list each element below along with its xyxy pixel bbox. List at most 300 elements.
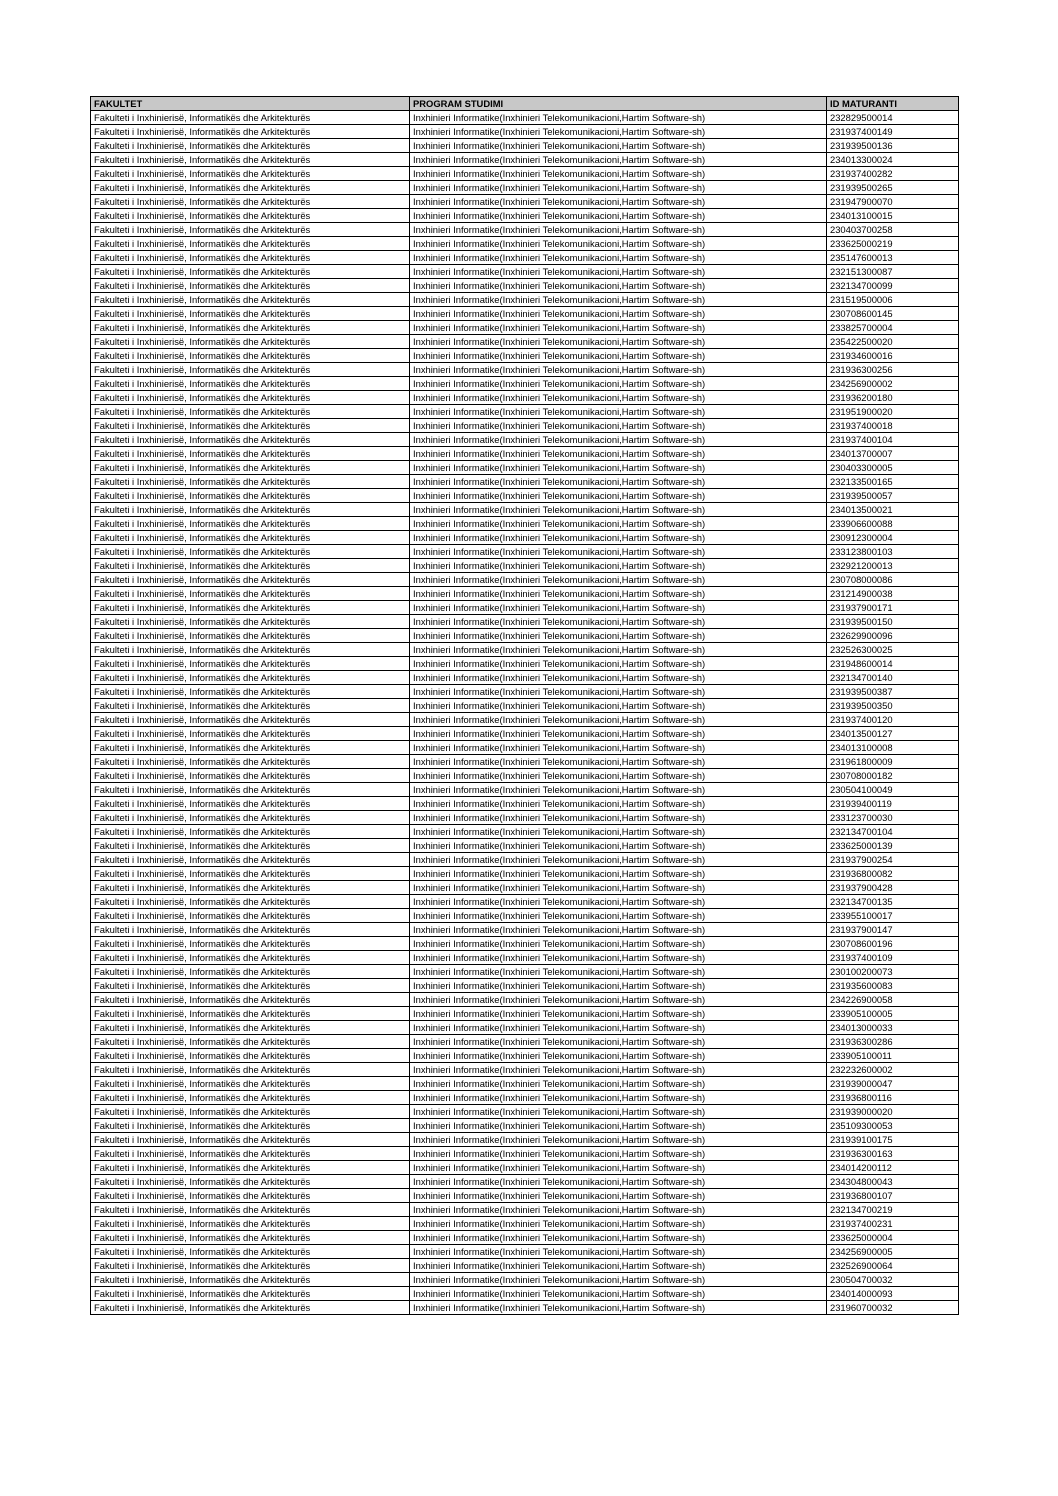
id-cell: 231939000020 — [827, 1105, 959, 1119]
program-cell: Inxhinieri Informatike(Inxhinieri Telekomunikacioni,Hartim Software-sh) — [410, 391, 827, 405]
faculty-cell: Fakulteti i Inxhinierisë, Informatikës dhe Arkitekturës — [91, 363, 410, 377]
program-cell: Inxhinieri Informatike(Inxhinieri Telekomunikacioni,Hartim Software-sh) — [410, 335, 827, 349]
faculty-cell: Fakulteti i Inxhinierisë, Informatikës dhe Arkitekturës — [91, 517, 410, 531]
table-row — [91, 475, 959, 489]
program-cell: Inxhinieri Informatike(Inxhinieri Telekomunikacioni,Hartim Software-sh) — [410, 265, 827, 279]
faculty-cell: Fakulteti i Inxhinierisë, Informatikës dhe Arkitekturës — [91, 853, 410, 867]
program-cell: Inxhinieri Informatike(Inxhinieri Telekomunikacioni,Hartim Software-sh) — [410, 1217, 827, 1231]
faculty-cell: Fakulteti i Inxhinierisë, Informatikës dhe Arkitekturës — [91, 657, 410, 671]
id-cell: 235147600013 — [827, 251, 959, 265]
faculty-cell: Fakulteti i Inxhinierisë, Informatikës dhe Arkitekturës — [91, 811, 410, 825]
id-cell: 231939500150 — [827, 615, 959, 629]
results-table — [90, 96, 959, 1315]
table-row — [91, 797, 959, 811]
program-cell: Inxhinieri Informatike(Inxhinieri Telekomunikacioni,Hartim Software-sh) — [410, 1231, 827, 1245]
id-cell: 235109300053 — [827, 1119, 959, 1133]
program-cell: Inxhinieri Informatike(Inxhinieri Telekomunikacioni,Hartim Software-sh) — [410, 209, 827, 223]
id-cell: 230708600196 — [827, 937, 959, 951]
faculty-cell: Fakulteti i Inxhinierisë, Informatikës dhe Arkitekturës — [91, 1021, 410, 1035]
faculty-cell: Fakulteti i Inxhinierisë, Informatikës dhe Arkitekturës — [91, 293, 410, 307]
header-program: PROGRAM STUDIMI — [410, 97, 827, 111]
id-cell: 234014200112 — [827, 1161, 959, 1175]
id-cell: 231939500057 — [827, 489, 959, 503]
faculty-cell: Fakulteti i Inxhinierisë, Informatikës dhe Arkitekturës — [91, 587, 410, 601]
program-cell: Inxhinieri Informatike(Inxhinieri Telekomunikacioni,Hartim Software-sh) — [410, 769, 827, 783]
faculty-cell: Fakulteti i Inxhinierisë, Informatikës dhe Arkitekturës — [91, 1161, 410, 1175]
table-row — [91, 111, 959, 125]
id-cell: 231939500387 — [827, 685, 959, 699]
table-row — [91, 489, 959, 503]
faculty-cell: Fakulteti i Inxhinierisë, Informatikës dhe Arkitekturës — [91, 251, 410, 265]
program-cell: Inxhinieri Informatike(Inxhinieri Telekomunikacioni,Hartim Software-sh) — [410, 153, 827, 167]
table-row — [91, 783, 959, 797]
table-row — [91, 517, 959, 531]
program-cell: Inxhinieri Informatike(Inxhinieri Telekomunikacioni,Hartim Software-sh) — [410, 993, 827, 1007]
program-cell: Inxhinieri Informatike(Inxhinieri Telekomunikacioni,Hartim Software-sh) — [410, 895, 827, 909]
faculty-cell: Fakulteti i Inxhinierisë, Informatikës dhe Arkitekturës — [91, 643, 410, 657]
program-cell: Inxhinieri Informatike(Inxhinieri Telekomunikacioni,Hartim Software-sh) — [410, 783, 827, 797]
program-cell: Inxhinieri Informatike(Inxhinieri Telekomunikacioni,Hartim Software-sh) — [410, 1007, 827, 1021]
program-cell: Inxhinieri Informatike(Inxhinieri Telekomunikacioni,Hartim Software-sh) — [410, 755, 827, 769]
program-cell: Inxhinieri Informatike(Inxhinieri Telekomunikacioni,Hartim Software-sh) — [410, 979, 827, 993]
table-row — [91, 377, 959, 391]
faculty-cell: Fakulteti i Inxhinierisë, Informatikës dhe Arkitekturës — [91, 881, 410, 895]
table-row — [91, 223, 959, 237]
table-row — [91, 713, 959, 727]
program-cell: Inxhinieri Informatike(Inxhinieri Telekomunikacioni,Hartim Software-sh) — [410, 699, 827, 713]
table-row — [91, 125, 959, 139]
id-cell: 231937400018 — [827, 419, 959, 433]
program-cell: Inxhinieri Informatike(Inxhinieri Telekomunikacioni,Hartim Software-sh) — [410, 587, 827, 601]
id-cell: 233625000139 — [827, 839, 959, 853]
header-id: ID MATURANTI — [827, 97, 959, 111]
id-cell: 233625000004 — [827, 1231, 959, 1245]
table-row — [91, 629, 959, 643]
table-row — [91, 307, 959, 321]
table-row — [91, 503, 959, 517]
table-row — [91, 769, 959, 783]
program-cell: Inxhinieri Informatike(Inxhinieri Telekomunikacioni,Hartim Software-sh) — [410, 545, 827, 559]
table-row — [91, 293, 959, 307]
faculty-cell: Fakulteti i Inxhinierisë, Informatikës dhe Arkitekturës — [91, 825, 410, 839]
id-cell: 231948600014 — [827, 657, 959, 671]
program-cell: Inxhinieri Informatike(Inxhinieri Telekomunikacioni,Hartim Software-sh) — [410, 727, 827, 741]
table-row — [91, 1105, 959, 1119]
program-cell: Inxhinieri Informatike(Inxhinieri Telekomunikacioni,Hartim Software-sh) — [410, 1287, 827, 1301]
id-cell: 232134700099 — [827, 279, 959, 293]
id-cell: 232526900064 — [827, 1259, 959, 1273]
id-cell: 230708600145 — [827, 307, 959, 321]
faculty-cell: Fakulteti i Inxhinierisë, Informatikës dhe Arkitekturës — [91, 503, 410, 517]
faculty-cell: Fakulteti i Inxhinierisë, Informatikës dhe Arkitekturës — [91, 475, 410, 489]
faculty-cell: Fakulteti i Inxhinierisë, Informatikës dhe Arkitekturës — [91, 209, 410, 223]
table-row — [91, 965, 959, 979]
program-cell: Inxhinieri Informatike(Inxhinieri Telekomunikacioni,Hartim Software-sh) — [410, 811, 827, 825]
faculty-cell: Fakulteti i Inxhinierisë, Informatikës dhe Arkitekturës — [91, 699, 410, 713]
faculty-cell: Fakulteti i Inxhinierisë, Informatikës dhe Arkitekturës — [91, 1287, 410, 1301]
faculty-cell: Fakulteti i Inxhinierisë, Informatikës dhe Arkitekturës — [91, 391, 410, 405]
id-cell: 234013100008 — [827, 741, 959, 755]
id-cell: 234014000093 — [827, 1287, 959, 1301]
id-cell: 231951900020 — [827, 405, 959, 419]
table-row — [91, 685, 959, 699]
id-cell: 231937900171 — [827, 601, 959, 615]
table-row — [91, 1091, 959, 1105]
id-cell: 231939500136 — [827, 139, 959, 153]
faculty-cell: Fakulteti i Inxhinierisë, Informatikës dhe Arkitekturës — [91, 167, 410, 181]
faculty-cell: Fakulteti i Inxhinierisë, Informatikës dhe Arkitekturës — [91, 125, 410, 139]
faculty-cell: Fakulteti i Inxhinierisë, Informatikës dhe Arkitekturës — [91, 1231, 410, 1245]
id-cell: 234013100015 — [827, 209, 959, 223]
faculty-cell: Fakulteti i Inxhinierisë, Informatikës dhe Arkitekturës — [91, 993, 410, 1007]
table-row — [91, 1245, 959, 1259]
table-row — [91, 839, 959, 853]
program-cell: Inxhinieri Informatike(Inxhinieri Telekomunikacioni,Hartim Software-sh) — [410, 713, 827, 727]
program-cell: Inxhinieri Informatike(Inxhinieri Telekomunikacioni,Hartim Software-sh) — [410, 419, 827, 433]
id-cell: 231939100175 — [827, 1133, 959, 1147]
table-row — [91, 195, 959, 209]
id-cell: 231936800082 — [827, 867, 959, 881]
program-cell: Inxhinieri Informatike(Inxhinieri Telekomunikacioni,Hartim Software-sh) — [410, 405, 827, 419]
table-row — [91, 531, 959, 545]
table-row — [91, 363, 959, 377]
table-row — [91, 545, 959, 559]
faculty-cell: Fakulteti i Inxhinierisë, Informatikës dhe Arkitekturës — [91, 545, 410, 559]
id-cell: 232134700104 — [827, 825, 959, 839]
program-cell: Inxhinieri Informatike(Inxhinieri Telekomunikacioni,Hartim Software-sh) — [410, 1147, 827, 1161]
id-cell: 234256900005 — [827, 1245, 959, 1259]
id-cell: 231936800116 — [827, 1091, 959, 1105]
faculty-cell: Fakulteti i Inxhinierisë, Informatikës dhe Arkitekturës — [91, 727, 410, 741]
faculty-cell: Fakulteti i Inxhinierisë, Informatikës dhe Arkitekturës — [91, 909, 410, 923]
faculty-cell: Fakulteti i Inxhinierisë, Informatikës dhe Arkitekturës — [91, 461, 410, 475]
program-cell: Inxhinieri Informatike(Inxhinieri Telekomunikacioni,Hartim Software-sh) — [410, 251, 827, 265]
table-row — [91, 881, 959, 895]
table-row — [91, 741, 959, 755]
program-cell: Inxhinieri Informatike(Inxhinieri Telekomunikacioni,Hartim Software-sh) — [410, 643, 827, 657]
program-cell: Inxhinieri Informatike(Inxhinieri Telekomunikacioni,Hartim Software-sh) — [410, 1189, 827, 1203]
program-cell: Inxhinieri Informatike(Inxhinieri Telekomunikacioni,Hartim Software-sh) — [410, 797, 827, 811]
id-cell: 231214900038 — [827, 587, 959, 601]
id-cell: 231519500006 — [827, 293, 959, 307]
program-cell: Inxhinieri Informatike(Inxhinieri Telekomunikacioni,Hartim Software-sh) — [410, 377, 827, 391]
table-row — [91, 1077, 959, 1091]
table-row — [91, 1287, 959, 1301]
program-cell: Inxhinieri Informatike(Inxhinieri Telekomunikacioni,Hartim Software-sh) — [410, 867, 827, 881]
faculty-cell: Fakulteti i Inxhinierisë, Informatikës dhe Arkitekturës — [91, 1175, 410, 1189]
table-row — [91, 139, 959, 153]
table-row — [91, 1035, 959, 1049]
faculty-cell: Fakulteti i Inxhinierisë, Informatikës dhe Arkitekturës — [91, 1091, 410, 1105]
table-row — [91, 601, 959, 615]
program-cell: Inxhinieri Informatike(Inxhinieri Telekomunikacioni,Hartim Software-sh) — [410, 321, 827, 335]
program-cell: Inxhinieri Informatike(Inxhinieri Telekomunikacioni,Hartim Software-sh) — [410, 293, 827, 307]
table-row — [91, 237, 959, 251]
program-cell: Inxhinieri Informatike(Inxhinieri Telekomunikacioni,Hartim Software-sh) — [410, 475, 827, 489]
table-row — [91, 615, 959, 629]
id-cell: 232526300025 — [827, 643, 959, 657]
header-row — [91, 97, 959, 111]
program-cell: Inxhinieri Informatike(Inxhinieri Telekomunikacioni,Hartim Software-sh) — [410, 461, 827, 475]
id-cell: 234013500021 — [827, 503, 959, 517]
table-row — [91, 993, 959, 1007]
faculty-cell: Fakulteti i Inxhinierisë, Informatikës dhe Arkitekturës — [91, 1105, 410, 1119]
id-cell: 231939000047 — [827, 1077, 959, 1091]
id-cell: 231937400282 — [827, 167, 959, 181]
faculty-cell: Fakulteti i Inxhinierisë, Informatikës dhe Arkitekturës — [91, 1217, 410, 1231]
id-cell: 231960700032 — [827, 1301, 959, 1315]
id-cell: 232134700135 — [827, 895, 959, 909]
table-row — [91, 895, 959, 909]
program-cell: Inxhinieri Informatike(Inxhinieri Telekomunikacioni,Hartim Software-sh) — [410, 657, 827, 671]
table-row — [91, 1273, 959, 1287]
id-cell: 232829500014 — [827, 111, 959, 125]
faculty-cell: Fakulteti i Inxhinierisë, Informatikës dhe Arkitekturës — [91, 601, 410, 615]
table-row — [91, 447, 959, 461]
table-row — [91, 1301, 959, 1315]
program-cell: Inxhinieri Informatike(Inxhinieri Telekomunikacioni,Hartim Software-sh) — [410, 489, 827, 503]
table-row — [91, 167, 959, 181]
program-cell: Inxhinieri Informatike(Inxhinieri Telekomunikacioni,Hartim Software-sh) — [410, 923, 827, 937]
program-cell: Inxhinieri Informatike(Inxhinieri Telekomunikacioni,Hartim Software-sh) — [410, 951, 827, 965]
program-cell: Inxhinieri Informatike(Inxhinieri Telekomunikacioni,Hartim Software-sh) — [410, 965, 827, 979]
program-cell: Inxhinieri Informatike(Inxhinieri Telekomunikacioni,Hartim Software-sh) — [410, 839, 827, 853]
faculty-cell: Fakulteti i Inxhinierisë, Informatikës dhe Arkitekturës — [91, 111, 410, 125]
program-cell: Inxhinieri Informatike(Inxhinieri Telekomunikacioni,Hartim Software-sh) — [410, 279, 827, 293]
table-row — [91, 1049, 959, 1063]
program-cell: Inxhinieri Informatike(Inxhinieri Telekomunikacioni,Hartim Software-sh) — [410, 363, 827, 377]
faculty-cell: Fakulteti i Inxhinierisë, Informatikës dhe Arkitekturës — [91, 1203, 410, 1217]
faculty-cell: Fakulteti i Inxhinierisë, Informatikës dhe Arkitekturës — [91, 573, 410, 587]
program-cell: Inxhinieri Informatike(Inxhinieri Telekomunikacioni,Hartim Software-sh) — [410, 125, 827, 139]
table-row — [91, 335, 959, 349]
table-row — [91, 867, 959, 881]
program-cell: Inxhinieri Informatike(Inxhinieri Telekomunikacioni,Hartim Software-sh) — [410, 1203, 827, 1217]
table-row — [91, 391, 959, 405]
faculty-cell: Fakulteti i Inxhinierisë, Informatikës dhe Arkitekturës — [91, 405, 410, 419]
table-row — [91, 657, 959, 671]
id-cell: 231936200180 — [827, 391, 959, 405]
program-cell: Inxhinieri Informatike(Inxhinieri Telekomunikacioni,Hartim Software-sh) — [410, 307, 827, 321]
faculty-cell: Fakulteti i Inxhinierisë, Informatikës dhe Arkitekturës — [91, 1301, 410, 1315]
table-row — [91, 1021, 959, 1035]
faculty-cell: Fakulteti i Inxhinierisë, Informatikës dhe Arkitekturës — [91, 1133, 410, 1147]
id-cell: 230504100049 — [827, 783, 959, 797]
id-cell: 231936300256 — [827, 363, 959, 377]
id-cell: 232921200013 — [827, 559, 959, 573]
program-cell: Inxhinieri Informatike(Inxhinieri Telekomunikacioni,Hartim Software-sh) — [410, 195, 827, 209]
program-cell: Inxhinieri Informatike(Inxhinieri Telekomunikacioni,Hartim Software-sh) — [410, 237, 827, 251]
id-cell: 233955100017 — [827, 909, 959, 923]
table-row — [91, 755, 959, 769]
table-row — [91, 153, 959, 167]
program-cell: Inxhinieri Informatike(Inxhinieri Telekomunikacioni,Hartim Software-sh) — [410, 1049, 827, 1063]
id-cell: 230912300004 — [827, 531, 959, 545]
table-row — [91, 671, 959, 685]
id-cell: 230708000182 — [827, 769, 959, 783]
faculty-cell: Fakulteti i Inxhinierisë, Informatikës dhe Arkitekturës — [91, 1007, 410, 1021]
program-cell: Inxhinieri Informatike(Inxhinieri Telekomunikacioni,Hartim Software-sh) — [410, 601, 827, 615]
program-cell: Inxhinieri Informatike(Inxhinieri Telekomunikacioni,Hartim Software-sh) — [410, 447, 827, 461]
program-cell: Inxhinieri Informatike(Inxhinieri Telekomunikacioni,Hartim Software-sh) — [410, 139, 827, 153]
table-row — [91, 909, 959, 923]
program-cell: Inxhinieri Informatike(Inxhinieri Telekomunikacioni,Hartim Software-sh) — [410, 1091, 827, 1105]
program-cell: Inxhinieri Informatike(Inxhinieri Telekomunikacioni,Hartim Software-sh) — [410, 1245, 827, 1259]
faculty-cell: Fakulteti i Inxhinierisë, Informatikës dhe Arkitekturës — [91, 839, 410, 853]
id-cell: 230403300005 — [827, 461, 959, 475]
faculty-cell: Fakulteti i Inxhinierisë, Informatikës dhe Arkitekturës — [91, 685, 410, 699]
program-cell: Inxhinieri Informatike(Inxhinieri Telekomunikacioni,Hartim Software-sh) — [410, 615, 827, 629]
faculty-cell: Fakulteti i Inxhinierisë, Informatikës dhe Arkitekturës — [91, 181, 410, 195]
faculty-cell: Fakulteti i Inxhinierisë, Informatikës dhe Arkitekturës — [91, 489, 410, 503]
faculty-cell: Fakulteti i Inxhinierisë, Informatikës dhe Arkitekturës — [91, 1245, 410, 1259]
table-row — [91, 1175, 959, 1189]
id-cell: 231937400120 — [827, 713, 959, 727]
faculty-cell: Fakulteti i Inxhinierisë, Informatikës dhe Arkitekturës — [91, 1063, 410, 1077]
program-cell: Inxhinieri Informatike(Inxhinieri Telekomunikacioni,Hartim Software-sh) — [410, 741, 827, 755]
id-cell: 232629900096 — [827, 629, 959, 643]
program-cell: Inxhinieri Informatike(Inxhinieri Telekomunikacioni,Hartim Software-sh) — [410, 573, 827, 587]
table-row — [91, 1217, 959, 1231]
id-cell: 233625000219 — [827, 237, 959, 251]
id-cell: 234226900058 — [827, 993, 959, 1007]
table-row — [91, 979, 959, 993]
faculty-cell: Fakulteti i Inxhinierisë, Informatikës dhe Arkitekturës — [91, 1049, 410, 1063]
faculty-cell: Fakulteti i Inxhinierisë, Informatikës dhe Arkitekturës — [91, 307, 410, 321]
faculty-cell: Fakulteti i Inxhinierisë, Informatikës dhe Arkitekturës — [91, 965, 410, 979]
id-cell: 231939500350 — [827, 699, 959, 713]
faculty-cell: Fakulteti i Inxhinierisë, Informatikës dhe Arkitekturës — [91, 139, 410, 153]
id-cell: 233905100011 — [827, 1049, 959, 1063]
faculty-cell: Fakulteti i Inxhinierisë, Informatikës dhe Arkitekturës — [91, 447, 410, 461]
table-row — [91, 699, 959, 713]
table-row — [91, 279, 959, 293]
program-cell: Inxhinieri Informatike(Inxhinieri Telekomunikacioni,Hartim Software-sh) — [410, 685, 827, 699]
program-cell: Inxhinieri Informatike(Inxhinieri Telekomunikacioni,Hartim Software-sh) — [410, 1105, 827, 1119]
table-row — [91, 1231, 959, 1245]
header-faculty: FAKULTET — [91, 97, 410, 111]
faculty-cell: Fakulteti i Inxhinierisë, Informatikës dhe Arkitekturës — [91, 741, 410, 755]
program-cell: Inxhinieri Informatike(Inxhinieri Telekomunikacioni,Hartim Software-sh) — [410, 1077, 827, 1091]
faculty-cell: Fakulteti i Inxhinierisë, Informatikës dhe Arkitekturës — [91, 237, 410, 251]
id-cell: 233906600088 — [827, 517, 959, 531]
id-cell: 231939500265 — [827, 181, 959, 195]
table-row — [91, 1147, 959, 1161]
id-cell: 231937900428 — [827, 881, 959, 895]
program-cell: Inxhinieri Informatike(Inxhinieri Telekomunikacioni,Hartim Software-sh) — [410, 1133, 827, 1147]
table-row — [91, 727, 959, 741]
program-cell: Inxhinieri Informatike(Inxhinieri Telekomunikacioni,Hartim Software-sh) — [410, 433, 827, 447]
id-cell: 230504700032 — [827, 1273, 959, 1287]
faculty-cell: Fakulteti i Inxhinierisë, Informatikës dhe Arkitekturës — [91, 671, 410, 685]
id-cell: 232232600002 — [827, 1063, 959, 1077]
faculty-cell: Fakulteti i Inxhinierisë, Informatikës dhe Arkitekturës — [91, 755, 410, 769]
table-row — [91, 1161, 959, 1175]
program-cell: Inxhinieri Informatike(Inxhinieri Telekomunikacioni,Hartim Software-sh) — [410, 1161, 827, 1175]
program-cell: Inxhinieri Informatike(Inxhinieri Telekomunikacioni,Hartim Software-sh) — [410, 853, 827, 867]
table-row — [91, 853, 959, 867]
faculty-cell: Fakulteti i Inxhinierisë, Informatikës dhe Arkitekturës — [91, 783, 410, 797]
faculty-cell: Fakulteti i Inxhinierisë, Informatikës dhe Arkitekturës — [91, 615, 410, 629]
table-row — [91, 321, 959, 335]
table-row — [91, 433, 959, 447]
table-row — [91, 1063, 959, 1077]
program-cell: Inxhinieri Informatike(Inxhinieri Telekomunikacioni,Hartim Software-sh) — [410, 517, 827, 531]
faculty-cell: Fakulteti i Inxhinierisë, Informatikës dhe Arkitekturës — [91, 195, 410, 209]
table-row — [91, 811, 959, 825]
faculty-cell: Fakulteti i Inxhinierisë, Informatikës dhe Arkitekturës — [91, 629, 410, 643]
table-row — [91, 1133, 959, 1147]
program-cell: Inxhinieri Informatike(Inxhinieri Telekomunikacioni,Hartim Software-sh) — [410, 909, 827, 923]
program-cell: Inxhinieri Informatike(Inxhinieri Telekomunikacioni,Hartim Software-sh) — [410, 1301, 827, 1315]
table-row — [91, 251, 959, 265]
faculty-cell: Fakulteti i Inxhinierisë, Informatikës dhe Arkitekturës — [91, 937, 410, 951]
program-cell: Inxhinieri Informatike(Inxhinieri Telekomunikacioni,Hartim Software-sh) — [410, 167, 827, 181]
faculty-cell: Fakulteti i Inxhinierisë, Informatikës dhe Arkitekturës — [91, 349, 410, 363]
id-cell: 231937900254 — [827, 853, 959, 867]
table-row — [91, 1203, 959, 1217]
id-cell: 234304800043 — [827, 1175, 959, 1189]
id-cell: 231934600016 — [827, 349, 959, 363]
id-cell: 234013500127 — [827, 727, 959, 741]
program-cell: Inxhinieri Informatike(Inxhinieri Telekomunikacioni,Hartim Software-sh) — [410, 629, 827, 643]
faculty-cell: Fakulteti i Inxhinierisë, Informatikës dhe Arkitekturës — [91, 1273, 410, 1287]
table-row — [91, 923, 959, 937]
table-row — [91, 349, 959, 363]
faculty-cell: Fakulteti i Inxhinierisë, Informatikës dhe Arkitekturës — [91, 797, 410, 811]
id-cell: 232134700219 — [827, 1203, 959, 1217]
faculty-cell: Fakulteti i Inxhinierisë, Informatikës dhe Arkitekturës — [91, 265, 410, 279]
faculty-cell: Fakulteti i Inxhinierisë, Informatikës dhe Arkitekturës — [91, 867, 410, 881]
table-row — [91, 1007, 959, 1021]
id-cell: 231961800009 — [827, 755, 959, 769]
faculty-cell: Fakulteti i Inxhinierisë, Informatikës dhe Arkitekturës — [91, 223, 410, 237]
table-row — [91, 1119, 959, 1133]
faculty-cell: Fakulteti i Inxhinierisë, Informatikës dhe Arkitekturës — [91, 951, 410, 965]
faculty-cell: Fakulteti i Inxhinierisë, Informatikës dhe Arkitekturës — [91, 895, 410, 909]
program-cell: Inxhinieri Informatike(Inxhinieri Telekomunikacioni,Hartim Software-sh) — [410, 881, 827, 895]
id-cell: 231937900147 — [827, 923, 959, 937]
program-cell: Inxhinieri Informatike(Inxhinieri Telekomunikacioni,Hartim Software-sh) — [410, 1119, 827, 1133]
table-row — [91, 825, 959, 839]
id-cell: 234013300024 — [827, 153, 959, 167]
faculty-cell: Fakulteti i Inxhinierisë, Informatikës dhe Arkitekturës — [91, 769, 410, 783]
program-cell: Inxhinieri Informatike(Inxhinieri Telekomunikacioni,Hartim Software-sh) — [410, 181, 827, 195]
program-cell: Inxhinieri Informatike(Inxhinieri Telekomunikacioni,Hartim Software-sh) — [410, 503, 827, 517]
table-row — [91, 587, 959, 601]
faculty-cell: Fakulteti i Inxhinierisë, Informatikës dhe Arkitekturës — [91, 335, 410, 349]
id-cell: 231935600083 — [827, 979, 959, 993]
faculty-cell: Fakulteti i Inxhinierisë, Informatikës dhe Arkitekturës — [91, 713, 410, 727]
id-cell: 235422500020 — [827, 335, 959, 349]
table-row — [91, 461, 959, 475]
program-cell: Inxhinieri Informatike(Inxhinieri Telekomunikacioni,Hartim Software-sh) — [410, 531, 827, 545]
faculty-cell: Fakulteti i Inxhinierisë, Informatikës dhe Arkitekturës — [91, 979, 410, 993]
id-cell: 233123800103 — [827, 545, 959, 559]
program-cell: Inxhinieri Informatike(Inxhinieri Telekomunikacioni,Hartim Software-sh) — [410, 1035, 827, 1049]
id-cell: 234013000033 — [827, 1021, 959, 1035]
id-cell: 231937400231 — [827, 1217, 959, 1231]
faculty-cell: Fakulteti i Inxhinierisë, Informatikës dhe Arkitekturës — [91, 1119, 410, 1133]
faculty-cell: Fakulteti i Inxhinierisë, Informatikës dhe Arkitekturës — [91, 1077, 410, 1091]
id-cell: 231947900070 — [827, 195, 959, 209]
id-cell: 231936300163 — [827, 1147, 959, 1161]
table-body — [91, 111, 959, 1315]
id-cell: 233825700004 — [827, 321, 959, 335]
table-row — [91, 937, 959, 951]
id-cell: 234013700007 — [827, 447, 959, 461]
id-cell: 232133500165 — [827, 475, 959, 489]
